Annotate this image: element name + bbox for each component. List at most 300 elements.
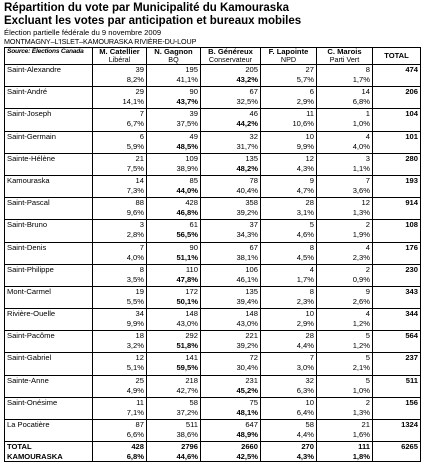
vote-percent: 2,1% <box>352 363 370 373</box>
vote-percent: 1,2% <box>352 319 370 329</box>
vote-count: 358 <box>245 198 258 208</box>
vote-count: 7 <box>139 109 144 119</box>
vote-count: 4 <box>365 309 370 319</box>
vote-cell <box>201 242 261 264</box>
vote-count: 8 <box>309 286 314 296</box>
vote-count: 106 <box>245 264 258 274</box>
municipality-total: 511 <box>373 375 421 397</box>
vote-percent: 5,9% <box>126 141 144 151</box>
candidate-header-catellier <box>93 48 147 65</box>
candidate-name: C. Marois <box>327 47 362 56</box>
vote-percent: 14,1% <box>122 97 144 107</box>
vote-cell <box>147 153 201 175</box>
vote-percent: 1,0% <box>352 119 370 129</box>
vote-count: 172 <box>185 286 198 296</box>
vote-percent: 6,7% <box>126 119 144 129</box>
vote-count: 27 <box>305 65 314 74</box>
candidate-name: M. Catellier <box>99 47 140 56</box>
vote-cell <box>147 131 201 153</box>
vote-percent: 4,6% <box>296 230 314 240</box>
candidate-party: NPD <box>280 55 297 64</box>
vote-count: 5 <box>365 353 370 363</box>
table-row <box>5 131 421 153</box>
vote-percent: 2,8% <box>126 230 144 240</box>
report-header <box>4 2 422 46</box>
vote-count: 32 <box>305 375 314 385</box>
municipality-name: Kamouraska <box>5 175 93 197</box>
vote-percent: 2,9% <box>296 319 314 329</box>
municipality-name: Saint-Alexandre <box>5 65 93 87</box>
vote-percent: 32,5% <box>236 97 258 107</box>
candidate-header-genereux <box>201 48 261 65</box>
vote-cell <box>261 175 317 197</box>
vote-percent: 4,0% <box>352 141 370 151</box>
municipality-total: 914 <box>373 198 421 220</box>
total-label-line1: TOTAL <box>7 442 32 452</box>
vote-count: 46 <box>249 109 258 119</box>
vote-count: 11 <box>306 109 314 119</box>
vote-percent: 9,9% <box>296 141 314 151</box>
vote-count: 85 <box>189 175 198 185</box>
vote-cell <box>317 286 373 308</box>
municipality-name: Saint-Pacôme <box>5 331 93 353</box>
vote-cell <box>93 264 147 286</box>
vote-count: 37 <box>249 220 258 230</box>
vote-count: 29 <box>135 87 144 97</box>
vote-percent: 2,3% <box>296 296 314 306</box>
vote-cell <box>93 175 147 197</box>
vote-percent: 31,7% <box>236 141 258 151</box>
table-row <box>5 175 421 197</box>
vote-cell <box>261 242 317 264</box>
vote-percent: 44,0% <box>176 185 198 195</box>
vote-percent: 7,3% <box>126 185 144 195</box>
vote-percent: 1,1% <box>352 163 370 173</box>
vote-percent: 48,5% <box>176 141 198 151</box>
municipality-total: 564 <box>373 331 421 353</box>
vote-cell <box>201 109 261 131</box>
vote-cell <box>93 220 147 242</box>
table-row <box>5 65 421 87</box>
vote-percent: 3,1% <box>296 208 314 218</box>
municipality-total: 1324 <box>373 420 421 442</box>
vote-count: 90 <box>189 242 198 252</box>
municipality-name: Saint-Philippe <box>5 264 93 286</box>
vote-cell <box>317 87 373 109</box>
vote-percent: 6,8% <box>352 97 370 107</box>
vote-count: 12 <box>361 198 370 208</box>
total-vote-percent: 1,8% <box>352 452 370 462</box>
vote-percent: 1,3% <box>352 407 370 417</box>
vote-count: 221 <box>245 331 258 341</box>
vote-percent: 59,5% <box>176 363 198 373</box>
vote-cell <box>201 264 261 286</box>
vote-count: 58 <box>189 397 198 407</box>
vote-percent: 48,9% <box>236 430 258 439</box>
vote-count: 135 <box>245 286 258 296</box>
vote-percent: 37,2% <box>176 407 198 417</box>
vote-count: 7 <box>309 353 314 363</box>
vote-count: 428 <box>185 198 198 208</box>
table-row <box>5 353 421 375</box>
vote-count: 88 <box>135 198 144 208</box>
vote-count: 19 <box>135 286 144 296</box>
vote-count: 148 <box>245 309 258 319</box>
report-title-line1: Répartition du vote par Municipalité du Kamouraska <box>4 2 289 14</box>
vote-cell <box>201 198 261 220</box>
vote-cell <box>93 286 147 308</box>
total-row <box>5 442 421 462</box>
vote-percent: 6,4% <box>296 407 314 417</box>
vote-cell <box>317 331 373 353</box>
vote-percent: 38,1% <box>236 252 258 262</box>
municipality-name: La Pocatière <box>5 420 93 442</box>
vote-cell <box>201 220 261 242</box>
vote-cell <box>261 153 317 175</box>
candidate-name: F. Lapointe <box>268 47 309 56</box>
vote-cell <box>93 331 147 353</box>
vote-cell <box>93 109 147 131</box>
vote-cell <box>201 353 261 375</box>
total-vote-count: 111 <box>358 442 370 452</box>
total-vote-percent: 4,3% <box>296 452 314 462</box>
total-vote-count: 270 <box>301 442 314 452</box>
vote-percent: 40,4% <box>236 185 258 195</box>
vote-count: 14 <box>135 175 144 185</box>
vote-cell <box>261 264 317 286</box>
vote-cell <box>317 153 373 175</box>
vote-percent: 2,9% <box>296 97 314 107</box>
municipality-total: 101 <box>373 131 421 153</box>
vote-cell <box>147 109 201 131</box>
vote-count: 28 <box>305 198 314 208</box>
vote-percent: 5,5% <box>126 296 144 306</box>
municipality-total: 230 <box>373 264 421 286</box>
total-vote-cell <box>93 442 147 462</box>
vote-count: 28 <box>305 331 314 341</box>
riding-name: MONTMAGNY–L'ISLET–KAMOURASKA RIVIÈRE-DU-LOUP <box>4 37 197 46</box>
table-row <box>5 375 421 397</box>
vote-cell <box>317 264 373 286</box>
vote-count: 67 <box>249 242 258 252</box>
candidate-header-marois <box>317 48 373 65</box>
vote-percent: 48,2% <box>236 163 258 173</box>
vote-count: 647 <box>245 420 258 429</box>
municipality-total: 176 <box>373 242 421 264</box>
table-row <box>5 220 421 242</box>
table-row <box>5 87 421 109</box>
total-header: TOTAL <box>373 48 421 65</box>
vote-count: 12 <box>135 353 144 363</box>
vote-percent: 4,7% <box>296 185 314 195</box>
vote-percent: 56,5% <box>176 230 198 240</box>
vote-count: 141 <box>185 353 198 363</box>
municipality-total: 206 <box>373 87 421 109</box>
vote-cell <box>147 353 201 375</box>
vote-cell <box>317 109 373 131</box>
vote-cell <box>201 286 261 308</box>
vote-cell <box>261 375 317 397</box>
vote-count: 18 <box>135 331 144 341</box>
vote-percent: 3,0% <box>296 363 314 373</box>
vote-percent: 1,2% <box>352 341 370 351</box>
vote-cell <box>201 397 261 419</box>
vote-cell <box>201 331 261 353</box>
vote-cell <box>201 420 261 442</box>
vote-percent: 1,6% <box>352 430 370 439</box>
vote-cell <box>317 397 373 419</box>
vote-cell <box>93 375 147 397</box>
candidate-party: Conservateur <box>208 55 253 64</box>
vote-count: 292 <box>185 331 198 341</box>
vote-percent: 46,1% <box>236 274 258 284</box>
municipality-total: 237 <box>373 353 421 375</box>
header-row <box>5 48 421 65</box>
vote-percent: 4,4% <box>296 430 314 439</box>
total-vote-count: 2660 <box>241 442 258 452</box>
vote-count: 6 <box>139 131 144 141</box>
municipality-name: Sainte-Hélène <box>5 153 93 175</box>
vote-cell <box>261 198 317 220</box>
vote-percent: 38,6% <box>176 430 198 439</box>
municipality-total: 108 <box>373 220 421 242</box>
vote-percent: 4,5% <box>296 252 314 262</box>
vote-count: 5 <box>309 220 314 230</box>
grand-total: 6265 <box>373 442 421 462</box>
vote-percent: 1,3% <box>352 208 370 218</box>
vote-cell <box>261 87 317 109</box>
vote-cell <box>261 131 317 153</box>
vote-percent: 1,7% <box>352 75 370 84</box>
results-body <box>5 65 421 462</box>
vote-count: 10 <box>305 309 314 319</box>
vote-cell <box>201 65 261 87</box>
table-row <box>5 420 421 442</box>
vote-cell <box>261 309 317 331</box>
table-row <box>5 109 421 131</box>
municipality-name: Saint-Denis <box>5 242 93 264</box>
vote-cell <box>317 65 373 87</box>
municipality-name: Sainte-Anne <box>5 375 93 397</box>
municipality-name: Saint-Gabriel <box>5 353 93 375</box>
candidate-header-lapointe <box>261 48 317 65</box>
vote-percent: 41,1% <box>176 75 198 84</box>
municipality-total: 280 <box>373 153 421 175</box>
vote-cell <box>93 198 147 220</box>
vote-count: 8 <box>365 65 370 74</box>
vote-cell <box>147 331 201 353</box>
candidate-party: Libéral <box>108 55 131 64</box>
vote-cell <box>261 331 317 353</box>
vote-percent: 38,9% <box>176 163 198 173</box>
vote-percent: 48,1% <box>236 407 258 417</box>
vote-cell <box>317 175 373 197</box>
vote-cell <box>317 242 373 264</box>
vote-cell <box>201 175 261 197</box>
vote-count: 78 <box>249 175 258 185</box>
vote-percent: 4,9% <box>126 385 144 395</box>
vote-count: 2 <box>365 397 370 407</box>
vote-count: 109 <box>185 153 198 163</box>
vote-count: 75 <box>249 397 258 407</box>
vote-count: 21 <box>361 420 370 429</box>
vote-percent: 1,9% <box>352 230 370 240</box>
vote-percent: 5,7% <box>296 75 314 84</box>
vote-cell <box>261 353 317 375</box>
candidate-party: BQ <box>168 55 179 64</box>
vote-count: 8 <box>309 242 314 252</box>
table-row <box>5 331 421 353</box>
table-row <box>5 242 421 264</box>
vote-cell <box>147 242 201 264</box>
vote-percent: 1,0% <box>352 385 370 395</box>
source-label: Source: Élections Canada <box>5 48 93 65</box>
vote-count: 10 <box>305 397 314 407</box>
municipality-total: 344 <box>373 309 421 331</box>
vote-percent: 39,2% <box>236 208 258 218</box>
vote-cell <box>93 131 147 153</box>
vote-percent: 43,0% <box>176 319 198 329</box>
municipality-total: 343 <box>373 286 421 308</box>
vote-count: 195 <box>185 65 198 74</box>
total-vote-percent: 42,5% <box>236 452 258 462</box>
vote-cell <box>93 87 147 109</box>
municipality-name: Rivière-Ouelle <box>5 309 93 331</box>
vote-cell <box>93 397 147 419</box>
vote-count: 67 <box>249 87 258 97</box>
municipality-total: 474 <box>373 65 421 87</box>
vote-percent: 50,1% <box>176 296 198 306</box>
vote-count: 8 <box>139 264 144 274</box>
vote-cell <box>261 109 317 131</box>
vote-count: 49 <box>189 131 198 141</box>
vote-percent: 7,1% <box>126 407 144 417</box>
vote-percent: 44,2% <box>236 119 258 129</box>
vote-count: 218 <box>185 375 198 385</box>
vote-cell <box>317 353 373 375</box>
total-vote-cell <box>261 442 317 462</box>
vote-count: 4 <box>365 242 370 252</box>
municipality-name: Saint-André <box>5 87 93 109</box>
vote-cell <box>147 264 201 286</box>
vote-percent: 0,9% <box>352 274 370 284</box>
vote-percent: 2,3% <box>352 252 370 262</box>
vote-percent: 30,4% <box>236 363 258 373</box>
vote-cell <box>93 420 147 442</box>
vote-cell <box>147 420 201 442</box>
municipality-name: Saint-Onésime <box>5 397 93 419</box>
vote-percent: 37,5% <box>176 119 198 129</box>
vote-count: 9 <box>309 175 314 185</box>
vote-cell <box>317 375 373 397</box>
municipality-name: Saint-Bruno <box>5 220 93 242</box>
total-vote-count: 428 <box>131 442 144 452</box>
vote-count: 11 <box>136 397 144 407</box>
vote-percent: 5,1% <box>126 363 144 373</box>
vote-percent: 39,2% <box>236 341 258 351</box>
vote-cell <box>317 220 373 242</box>
vote-percent: 46,8% <box>176 208 198 218</box>
vote-percent: 6,6% <box>126 430 144 439</box>
vote-count: 4 <box>309 264 314 274</box>
vote-percent: 3,6% <box>352 185 370 195</box>
vote-count: 90 <box>189 87 198 97</box>
municipality-total: 156 <box>373 397 421 419</box>
vote-percent: 2,6% <box>352 296 370 306</box>
vote-cell <box>93 153 147 175</box>
vote-percent: 9,9% <box>126 319 144 329</box>
vote-count: 9 <box>365 286 370 296</box>
vote-count: 7 <box>139 242 144 252</box>
vote-percent: 51,8% <box>176 341 198 351</box>
vote-count: 1 <box>365 109 370 119</box>
vote-percent: 6,3% <box>296 385 314 395</box>
vote-cell <box>201 131 261 153</box>
vote-count: 3 <box>139 220 144 230</box>
vote-cell <box>261 420 317 442</box>
vote-percent: 4,3% <box>296 163 314 173</box>
table-row <box>5 153 421 175</box>
municipality-total: 104 <box>373 109 421 131</box>
table-row <box>5 286 421 308</box>
vote-percent: 45,2% <box>236 385 258 395</box>
vote-count: 39 <box>135 65 144 74</box>
vote-percent: 8,2% <box>126 75 144 84</box>
vote-percent: 39,4% <box>236 296 258 306</box>
vote-cell <box>147 309 201 331</box>
total-vote-percent: 6,8% <box>126 452 144 462</box>
vote-cell <box>261 65 317 87</box>
vote-cell <box>201 309 261 331</box>
vote-count: 6 <box>309 87 314 97</box>
vote-cell <box>261 286 317 308</box>
vote-count: 148 <box>185 309 198 319</box>
table-row <box>5 264 421 286</box>
vote-cell <box>147 65 201 87</box>
vote-cell <box>201 375 261 397</box>
total-row-label <box>5 442 93 462</box>
vote-cell <box>317 198 373 220</box>
vote-count: 14 <box>361 87 370 97</box>
vote-count: 135 <box>245 153 258 163</box>
vote-percent: 43,7% <box>176 97 198 107</box>
vote-percent: 7,5% <box>126 163 144 173</box>
vote-percent: 43,2% <box>236 75 258 84</box>
vote-count: 12 <box>305 153 314 163</box>
vote-percent: 51,1% <box>176 252 198 262</box>
vote-cell <box>93 65 147 87</box>
vote-count: 58 <box>305 420 314 429</box>
vote-count: 205 <box>245 65 258 74</box>
election-subtitle: Élection partielle fédérale du 9 novembre 2009 <box>4 28 162 37</box>
vote-cell <box>261 220 317 242</box>
municipality-name: Saint-Germain <box>5 131 93 153</box>
vote-count: 21 <box>135 153 144 163</box>
vote-count: 2 <box>365 264 370 274</box>
vote-count: 2 <box>365 220 370 230</box>
vote-count: 511 <box>185 420 198 429</box>
vote-cell <box>93 353 147 375</box>
vote-cell <box>147 286 201 308</box>
vote-percent: 10,6% <box>292 119 314 129</box>
municipality-name: Saint-Joseph <box>5 109 93 131</box>
table-row <box>5 309 421 331</box>
vote-cell <box>261 397 317 419</box>
vote-count: 61 <box>189 220 198 230</box>
candidate-name: B. Généreux <box>208 47 253 56</box>
report-title-line2: Excluant les votes par anticipation et bureaux mobiles <box>4 15 302 27</box>
vote-count: 3 <box>365 153 370 163</box>
